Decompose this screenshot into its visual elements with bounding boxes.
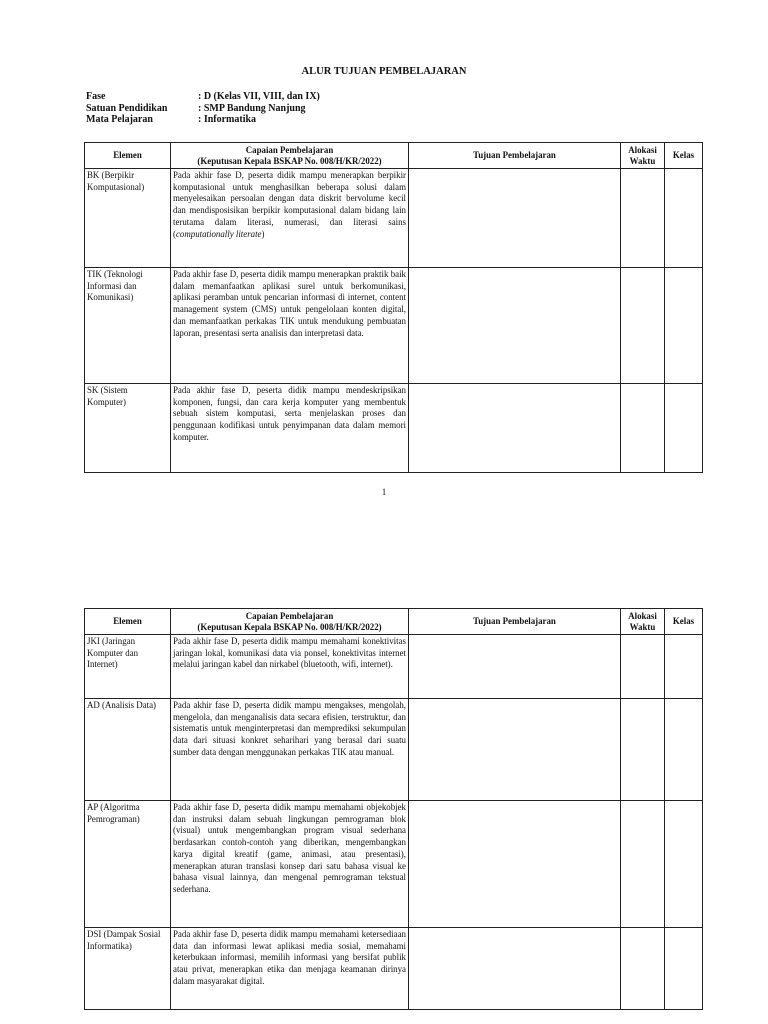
cell-capaian-pembelajaran [171,169,409,268]
table-header-row [85,143,703,169]
header-elemen: Elemen [85,609,171,635]
cell-tujuan-pembelajaran [409,169,621,268]
header-capaian-pembelajaran [171,143,409,169]
cell-alokasi-waktu [621,268,665,384]
cell-capaian-pembelajaran [171,801,409,928]
header-alokasi-line1: Alokasi [628,145,657,155]
cell-tujuan-pembelajaran [409,928,621,1010]
atp-table-page-2 [84,608,703,1010]
cell-kelas [665,699,703,801]
cell-alokasi-waktu [621,169,665,268]
header-capaian-pembelajaran [171,609,409,635]
table-row [85,699,703,801]
cell-alokasi-waktu [621,635,665,699]
table-row [85,635,703,699]
header-tujuan-pembelajaran: Tujuan Pembelajaran [409,143,621,169]
header-cp-line1: Capaian Pembelajaran [245,145,334,155]
header-tujuan-pembelajaran: Tujuan Pembelajaran [409,609,621,635]
meta-value: : SMP Bandung Nanjung [198,102,306,114]
cell-elemen: AP (Algoritma Pemrograman) [85,801,171,928]
cp-text: Pada akhir fase D, peserta didik mampu menerapkan berpikir komputasional untuk menghasilkan beberapa solusi dalam menyelesaikan persoalan dengan data diskrit bervolume kecil dan mendisposisikan berpikir komputasional dalam bidang lain terutama dalam literasi, numerasi, dan literasi sains ( [173,170,406,239]
cp-text: Pada akhir fase D, peserta didik mampu memahami objekobjek dan instruksi dalam sebuah lingkungan pemrograman blok (visual) untuk mengembangkan program visual sederhana berdasarkan contoh-contoh yang diberikan, mengembangkan karya digital kreatif (game, animasi, atau presentasi), menerapkan aturan translasi konsep dari satu bahasa visual ke bahasa visual lainnya, dan mengenal pemrograman tekstual sederhana. [173,802,406,894]
cell-kelas [665,635,703,699]
header-kelas: Kelas [665,609,703,635]
cell-elemen: DSI (Dampak Sosial Informatika) [85,928,171,1010]
cell-capaian-pembelajaran [171,268,409,384]
cp-italic-term: computationally literate [175,228,262,239]
cp-text: Pada akhir fase D, peserta didik mampu memahami konektivitas jaringan lokal, komunikasi data via ponsel, konektivitas internet melalui jaringan kabel dan nirkabel (bluetooth, wifi, internet). [173,636,406,670]
header-alokasi-waktu [621,609,665,635]
header-cp-line2: (Keputusan Kepala BSKAP No. 008/H/KR/2022) [197,155,382,166]
cell-tujuan-pembelajaran [409,635,621,699]
cell-elemen: TIK (Teknologi Informasi dan Komunikasi) [85,268,171,384]
cp-text: Pada akhir fase D, peserta didik mampu memahami ketersediaan data dan informasi lewat aplikasi media sosial, memahami keterbukaan informasi, memilih informasi yang bersifat publik atau privat, menerapkan etika dan menjaga keamanan dirinya dalam masyarakat digital. [173,929,406,986]
table-row [85,384,703,473]
cell-alokasi-waktu [621,384,665,473]
header-cp-line2: (Keputusan Kepala BSKAP No. 008/H/KR/2022) [197,621,382,632]
cell-alokasi-waktu [621,928,665,1010]
cell-elemen: JKI (Jaringan Komputer dan Internet) [85,635,171,699]
cell-kelas [665,268,703,384]
cell-capaian-pembelajaran [171,384,409,473]
header-alokasi-line2: Waktu [629,621,656,632]
cp-text-after: ) [261,228,265,239]
table-row [85,268,703,384]
header-alokasi-line1: Alokasi [628,611,657,621]
cell-kelas [665,801,703,928]
meta-satuan-pendidikan [86,103,320,115]
table-row [85,928,703,1010]
table-header-row [85,609,703,635]
table-row [85,169,703,268]
meta-key: Satuan Pendidikan [86,102,168,114]
page-number: 1 [381,487,387,497]
cell-kelas [665,928,703,1010]
meta-mata-pelajaran [86,114,320,126]
meta-value: : D (Kelas VII, VIII, dan IX) [198,91,320,102]
meta-fase [86,91,320,103]
header-alokasi-waktu [621,143,665,169]
cell-tujuan-pembelajaran [409,384,621,473]
cell-kelas [665,384,703,473]
document-title: ALUR TUJUAN PEMBELAJARAN [301,66,467,77]
meta-key: Fase [86,91,106,102]
cp-text: Pada akhir fase D, peserta didik mampu mengakses, mengolah, mengelola, dan menganalisis data secara efisien, terstruktur, dan sistematis untuk menginterpretasi dan memprediksi sekumpulan data dari situasi konkret seharihari yang berasal dari suatu sumber data dengan menggunakan perkakas TIK atau manual. [173,700,406,757]
cell-alokasi-waktu [621,699,665,801]
cell-tujuan-pembelajaran [409,801,621,928]
cell-tujuan-pembelajaran [409,268,621,384]
header-elemen: Elemen [85,143,171,169]
header-alokasi-line2: Waktu [629,155,656,166]
cp-text: Pada akhir fase D, peserta didik mampu mendeskripsikan komponen, fungsi, dan cara kerja komputer yang membentuk sebuah sistem komputasi, serta menjelaskan proses dan penggunaan kodifikasi untuk penyimpanan data dalam memori komputer. [173,385,406,442]
cell-alokasi-waktu [621,801,665,928]
document-meta [86,91,320,126]
cp-text: Pada akhir fase D, peserta didik mampu menerapkan praktik baik dalam memanfaatkan aplikasi surel untuk berkomunikasi, aplikasi peramban untuk pencarian informasi di internet, content management system (CMS) untuk pengelolaan konten digital, dan memanfaatkan perkakas TIK untuk mendukung pembuatan laporan, presentasi serta analisis dan interpretasi data. [173,269,406,338]
table-row [85,801,703,928]
meta-key: Mata Pelajaran [86,114,153,125]
header-kelas: Kelas [665,143,703,169]
header-cp-line1: Capaian Pembelajaran [245,611,334,621]
cell-tujuan-pembelajaran [409,699,621,801]
cell-elemen: AD (Analisis Data) [85,699,171,801]
cell-kelas [665,169,703,268]
atp-table-page-1 [84,142,703,473]
cell-capaian-pembelajaran [171,699,409,801]
cell-capaian-pembelajaran [171,928,409,1010]
cell-elemen: BK (Berpikir Komputasional) [85,169,171,268]
cell-capaian-pembelajaran [171,635,409,699]
meta-value: : Informatika [198,114,257,125]
cell-elemen: SK (Sistem Komputer) [85,384,171,473]
